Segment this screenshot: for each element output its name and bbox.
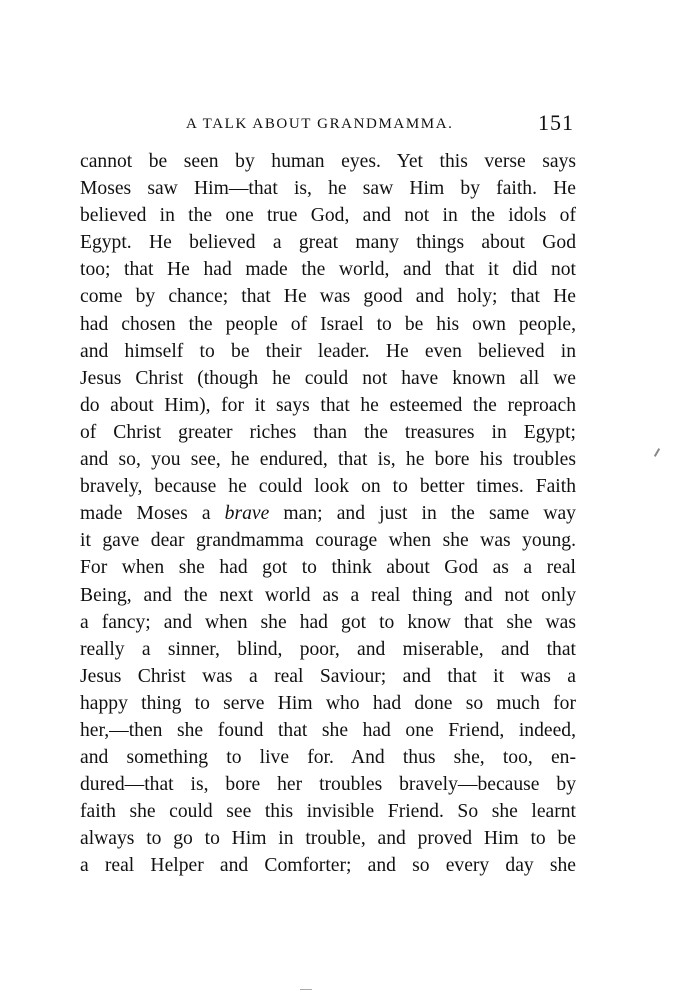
text-segment: made Moses a [80, 503, 225, 525]
running-title: A TALK ABOUT GRANDMAMMA. [186, 116, 454, 132]
text-segment: man; and just in the same way [269, 503, 576, 525]
italic-word: brave [224, 503, 270, 525]
text-line: Moses saw Him—that is, he saw Him by faith. He [80, 178, 576, 200]
text-line: bravely, because he could look on to better times. Faith [80, 476, 576, 498]
text-line: a real Helper and Comforter; and so every day she [80, 855, 576, 877]
ink-speck [654, 448, 660, 457]
text-line: her,—then she found that she had one Friend, indeed, [80, 719, 576, 741]
running-header [80, 112, 576, 140]
text-line: of Christ greater riches than the treasures in Egypt; [80, 421, 576, 443]
text-line: Jesus Christ (though he could not have known all we [80, 367, 576, 389]
text-line: happy thing to serve Him who had done so much for [80, 692, 576, 714]
text-line: a fancy; and when she had got to know that she was [80, 611, 576, 633]
text-line: Being, and the next world as a real thing and not only [80, 584, 576, 606]
text-line: had chosen the people of Israel to be his own people, [80, 313, 576, 335]
ink-speck [300, 989, 312, 990]
text-line: too; that He had made the world, and that it did not [80, 259, 576, 281]
text-line: always to go to Him in trouble, and proved Him to be [80, 828, 576, 850]
text-line: For when she had got to think about God as a real [80, 557, 576, 579]
text-line: cannot be seen by human eyes. Yet this verse says [80, 151, 576, 172]
text-line: and something to live for. And thus she, too, en- [80, 747, 576, 769]
text-line: really a sinner, blind, poor, and miserable, and that [80, 638, 576, 660]
text-line: do about Him), for it says that he esteemed the reproach [80, 394, 576, 416]
text-line-with-italic [80, 500, 576, 527]
text-line: believed in the one true God, and not in the idols of [80, 205, 576, 227]
text-line: it gave dear grandmamma courage when she was young. [80, 530, 576, 552]
page-number: 151 [538, 110, 574, 135]
text-line: and so, you see, he endured, that is, he bore his troubles [80, 449, 576, 471]
text-line: Jesus Christ was a real Saviour; and that it was a [80, 665, 576, 687]
text-line: come by chance; that He was good and holy; that He [80, 286, 576, 308]
text-line: and himself to be their leader. He even believed in [80, 340, 576, 362]
text-line: faith she could see this invisible Friend. So she learnt [80, 801, 576, 823]
body-text [80, 148, 576, 880]
text-line: Egypt. He believed a great many things about God [80, 232, 576, 254]
text-line: dured—that is, bore her troubles bravely—because by [80, 774, 576, 796]
